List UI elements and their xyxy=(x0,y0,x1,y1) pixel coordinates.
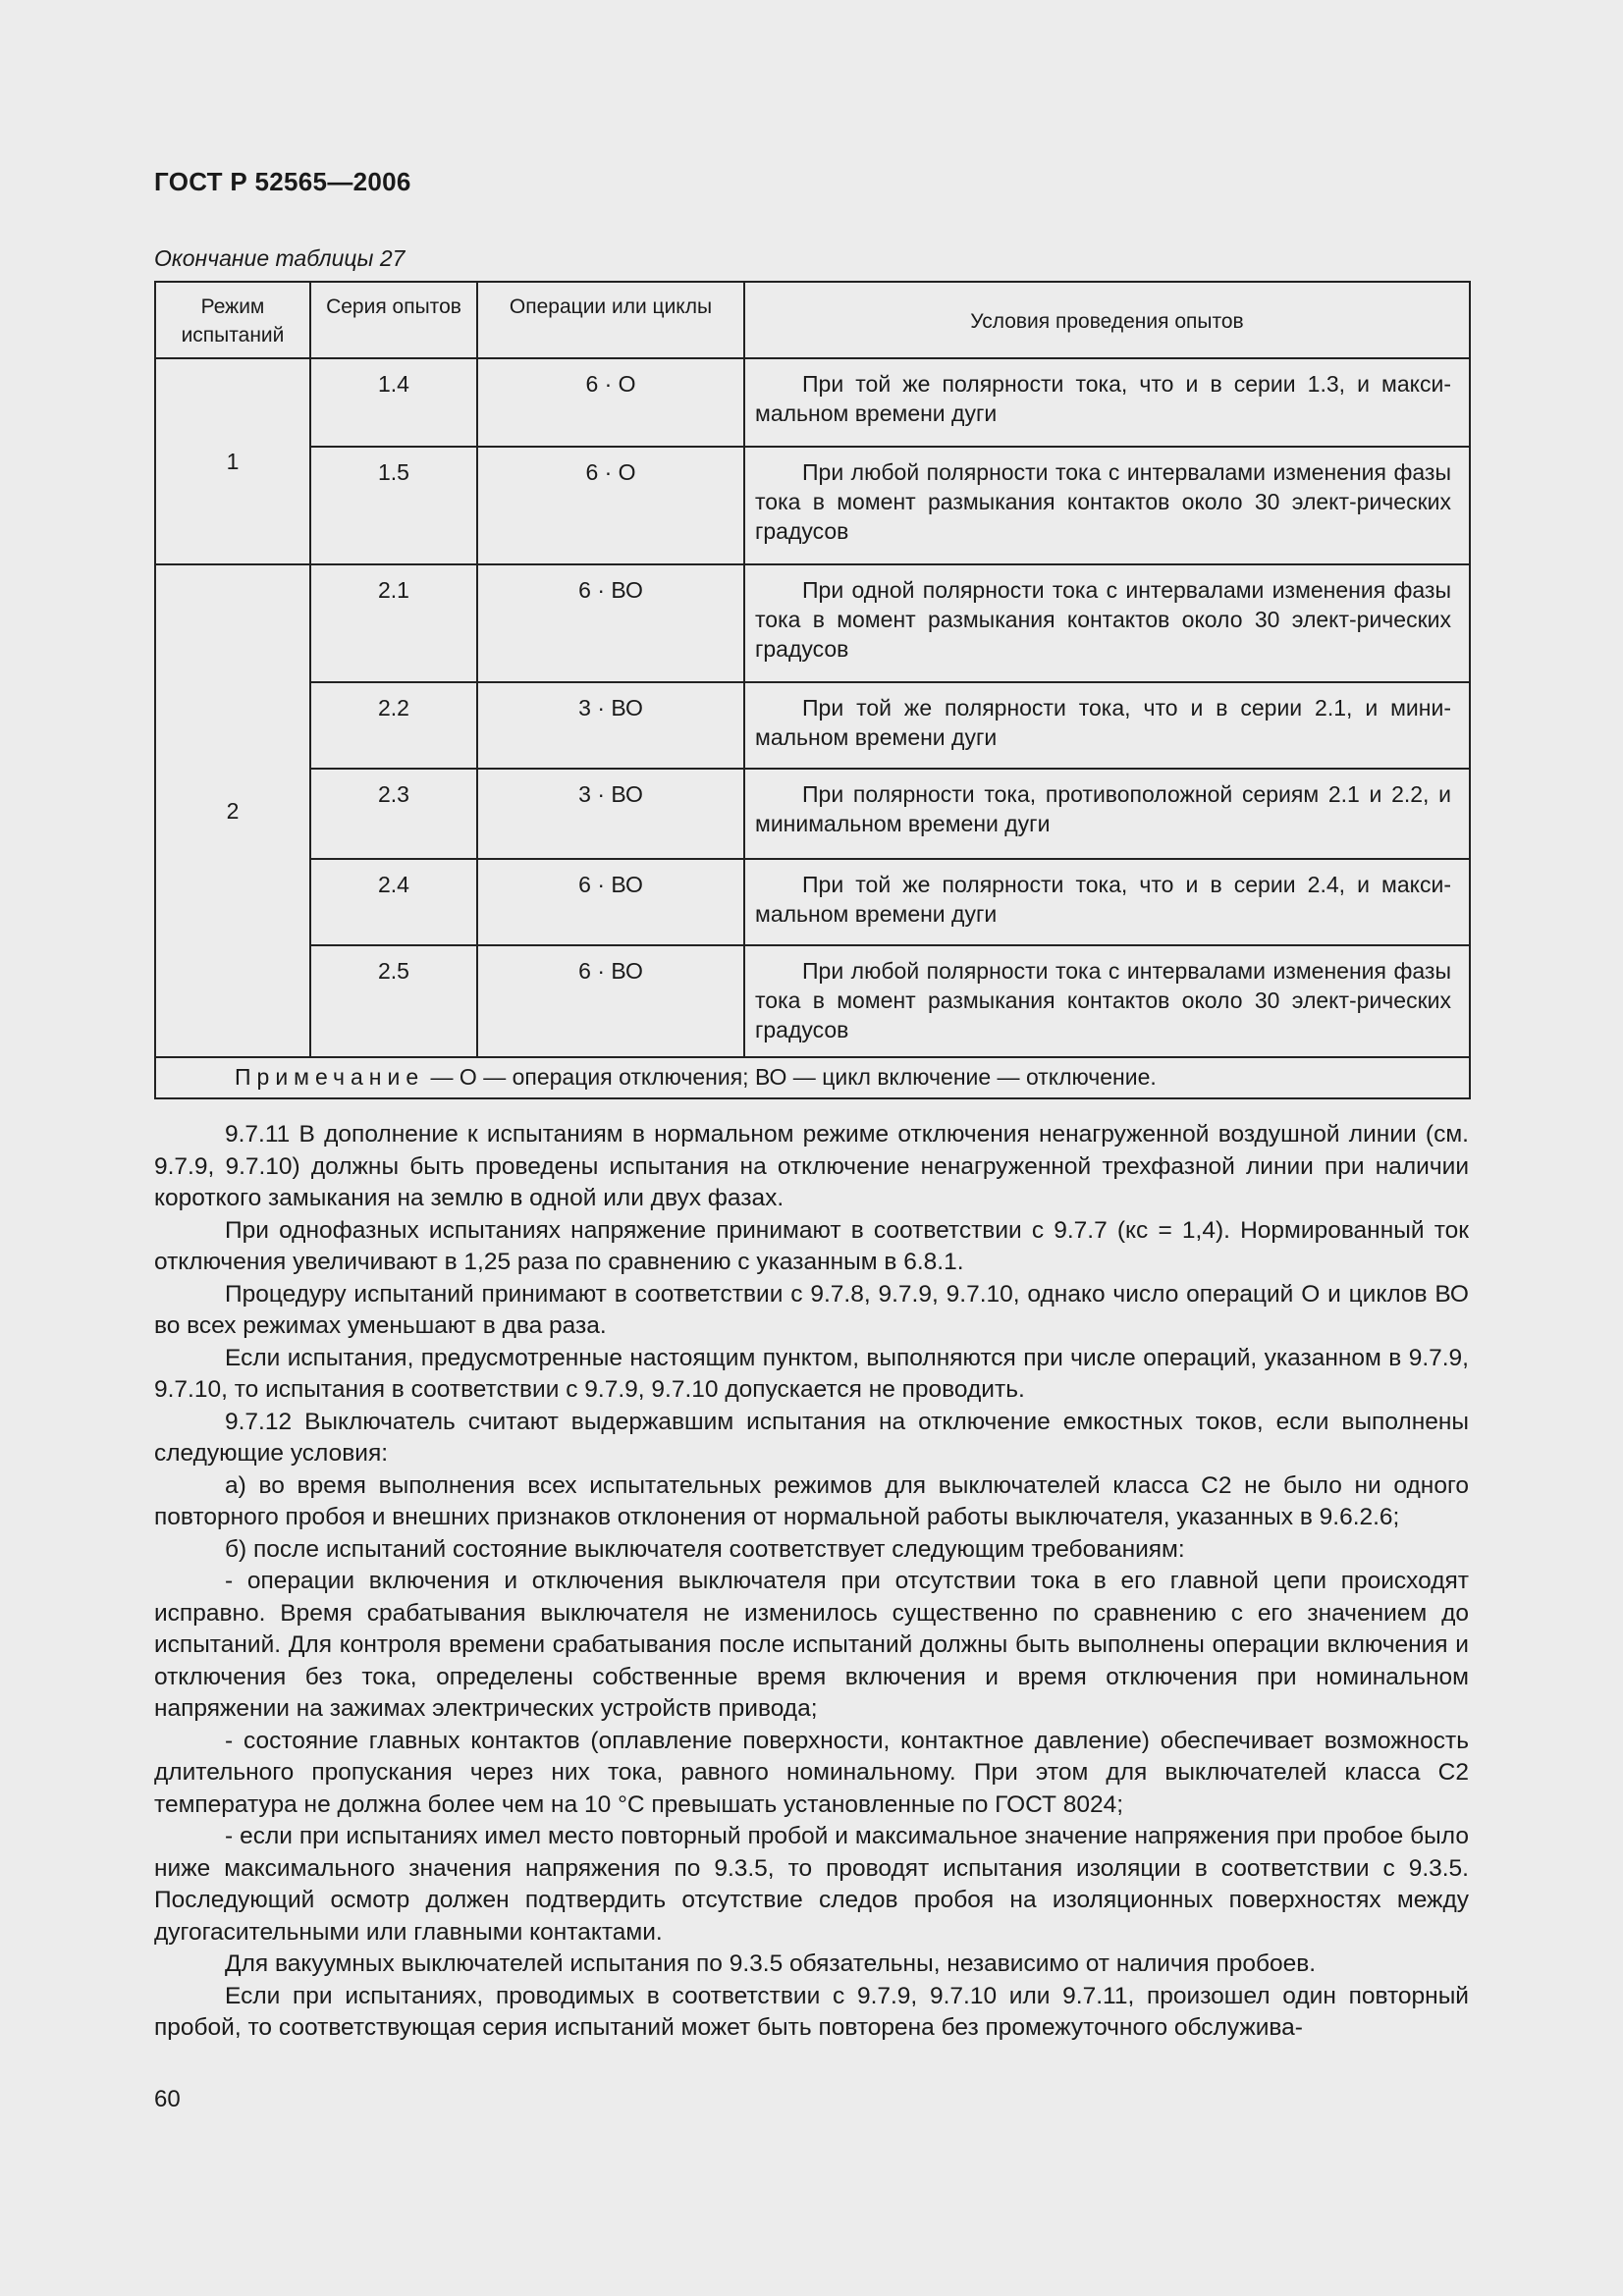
header-series: Серия опытов xyxy=(310,282,477,358)
document-code-header: ГОСТ Р 52565—2006 xyxy=(154,167,411,196)
table-row xyxy=(155,945,1470,1057)
paragraph: 9.7.12 Выключатель считают выдержавшим испытания на отключение емкостных токов, если выполнены следующие условия: xyxy=(154,1408,1469,1467)
conditions-cell: При любой полярности тока с интервалами изменения фазы тока в момент размыкания контактов около 30 элект-рических градусов xyxy=(744,447,1470,564)
mode-cell: 1 xyxy=(155,358,310,564)
conditions-cell: При одной полярности тока с интервалами изменения фазы тока в момент размыкания контактов около 30 элект-рических градусов xyxy=(744,564,1470,682)
note-text: — О — операция отключения; ВО — цикл включение — отключение. xyxy=(424,1064,1157,1090)
series-cell: 2.3 xyxy=(310,769,477,859)
table-note xyxy=(155,1057,1470,1098)
table-row xyxy=(155,859,1470,945)
series-cell: 1.4 xyxy=(310,358,477,447)
operations-cell: 3 · ВО xyxy=(477,769,744,859)
series-cell: 2.5 xyxy=(310,945,477,1057)
note-prefix: Примечание xyxy=(235,1064,425,1090)
paragraph: Если при испытаниях, проводимых в соответствии с 9.7.9, 9.7.10 или 9.7.11, произошел один повторный пробой, то соответствующая серия испытаний может быть повторена без промежуточного обслужива- xyxy=(154,1982,1469,2041)
table-note-row xyxy=(155,1057,1470,1098)
table-row xyxy=(155,447,1470,564)
paragraph: Для вакуумных выключателей испытания по 9.3.5 обязательны, независимо от наличия пробоев. xyxy=(225,1950,1317,1977)
table-caption: Окончание таблицы 27 xyxy=(154,245,406,271)
table-header-row xyxy=(155,282,1470,358)
conditions-cell: При той же полярности тока, что и в серии 1.3, и макси-мальном времени дуги xyxy=(744,358,1470,447)
paragraph: Процедуру испытаний принимают в соответствии с 9.7.8, 9.7.9, 9.7.10, однако число операций О и циклов ВО во всех режимах уменьшают в два раза. xyxy=(154,1280,1469,1339)
paragraph: б) после испытаний состояние выключателя соответствует следующим требованиям: xyxy=(225,1535,1185,1563)
paragraph: - состояние главных контактов (оплавление поверхности, контактное давление) обеспечивает возможность длительного пропускания через них тока, равного номинальному. При этом для выключателей класса С2 температура не должна более чем на 10 °С превышать установленные по ГОСТ 8024; xyxy=(154,1727,1469,1818)
operations-cell: 6 · ВО xyxy=(477,859,744,945)
operations-cell: 6 · ВО xyxy=(477,564,744,682)
series-cell: 2.2 xyxy=(310,682,477,769)
conditions-cell: При той же полярности тока, что и в серии 2.4, и макси-мальном времени дуги xyxy=(744,859,1470,945)
operations-cell: 3 · ВО xyxy=(477,682,744,769)
page-number: 60 xyxy=(154,2086,181,2112)
operations-cell: 6 · ВО xyxy=(477,945,744,1057)
table-row xyxy=(155,358,1470,447)
table-row xyxy=(155,769,1470,859)
paragraph: Если испытания, предусмотренные настоящим пунктом, выполняются при числе операций, указанном в 9.7.9, 9.7.10, то испытания в соответствии с 9.7.9, 9.7.10 допускается не проводить. xyxy=(154,1344,1469,1403)
mode-cell: 2 xyxy=(155,564,310,1057)
series-cell: 2.4 xyxy=(310,859,477,945)
table-row xyxy=(155,564,1470,682)
operations-cell: 6 · О xyxy=(477,447,744,564)
conditions-cell: При полярности тока, противоположной сериям 2.1 и 2.2, и минимальном времени дуги xyxy=(744,769,1470,859)
paragraph: 9.7.11 В дополнение к испытаниям в нормальном режиме отключения ненагруженной воздушной линии (см. 9.7.9, 9.7.10) должны быть проведены испытания на отключение ненагруженной трехфазной линии при наличии короткого замыкания на землю в одной или двух фазах. xyxy=(154,1121,1469,1211)
table-row xyxy=(155,682,1470,769)
body-text xyxy=(154,1119,1469,2045)
header-operations: Операции или циклы xyxy=(477,282,744,358)
test-series-table xyxy=(154,281,1471,1099)
header-mode: Режим испытаний xyxy=(155,282,310,358)
conditions-cell: При любой полярности тока с интервалами изменения фазы тока в момент размыкания контактов около 30 элект-рических градусов xyxy=(744,945,1470,1057)
operations-cell: 6 · О xyxy=(477,358,744,447)
paragraph: а) во время выполнения всех испытательных режимов для выключателей класса С2 не было ни одного повторного пробоя и внешних признаков отклонения от нормальной работы выключателя, указанных в 9.6.2.6; xyxy=(154,1471,1469,1530)
series-cell: 1.5 xyxy=(310,447,477,564)
conditions-cell: При той же полярности тока, что и в серии 2.1, и мини-мальном времени дуги xyxy=(744,682,1470,769)
paragraph: - если при испытаниях имел место повторный пробой и максимальное значение напряжения при пробое было ниже максимального значения напряжения по 9.3.5, то проводят испытания изоляции в соответствии с 9.3.5. Последующий осмотр должен подтвердить отсутствие следов пробоя на изоляционных поверхностях между дугогасительными или главными контактами. xyxy=(154,1823,1469,1946)
header-conditions: Условия проведения опытов xyxy=(744,282,1470,358)
series-cell: 2.1 xyxy=(310,564,477,682)
paragraph: - операции включения и отключения выключателя при отсутствии тока в его главной цепи происходят исправно. Время срабатывания выключателя не изменилось существенно по сравнению с его значением до испытаний. Для контроля времени срабатывания после испытаний должны быть выполнены операции включения и отключения без тока, определены собственные время включения и время отключения при номинальном напряжении на зажимах электрических устройств привода; xyxy=(154,1568,1469,1722)
paragraph: При однофазных испытаниях напряжение принимают в соответствии с 9.7.7 (кс = 1,4). Нормированный ток отключения увеличивают в 1,25 раза по сравнению с указанным в 6.8.1. xyxy=(154,1216,1469,1275)
